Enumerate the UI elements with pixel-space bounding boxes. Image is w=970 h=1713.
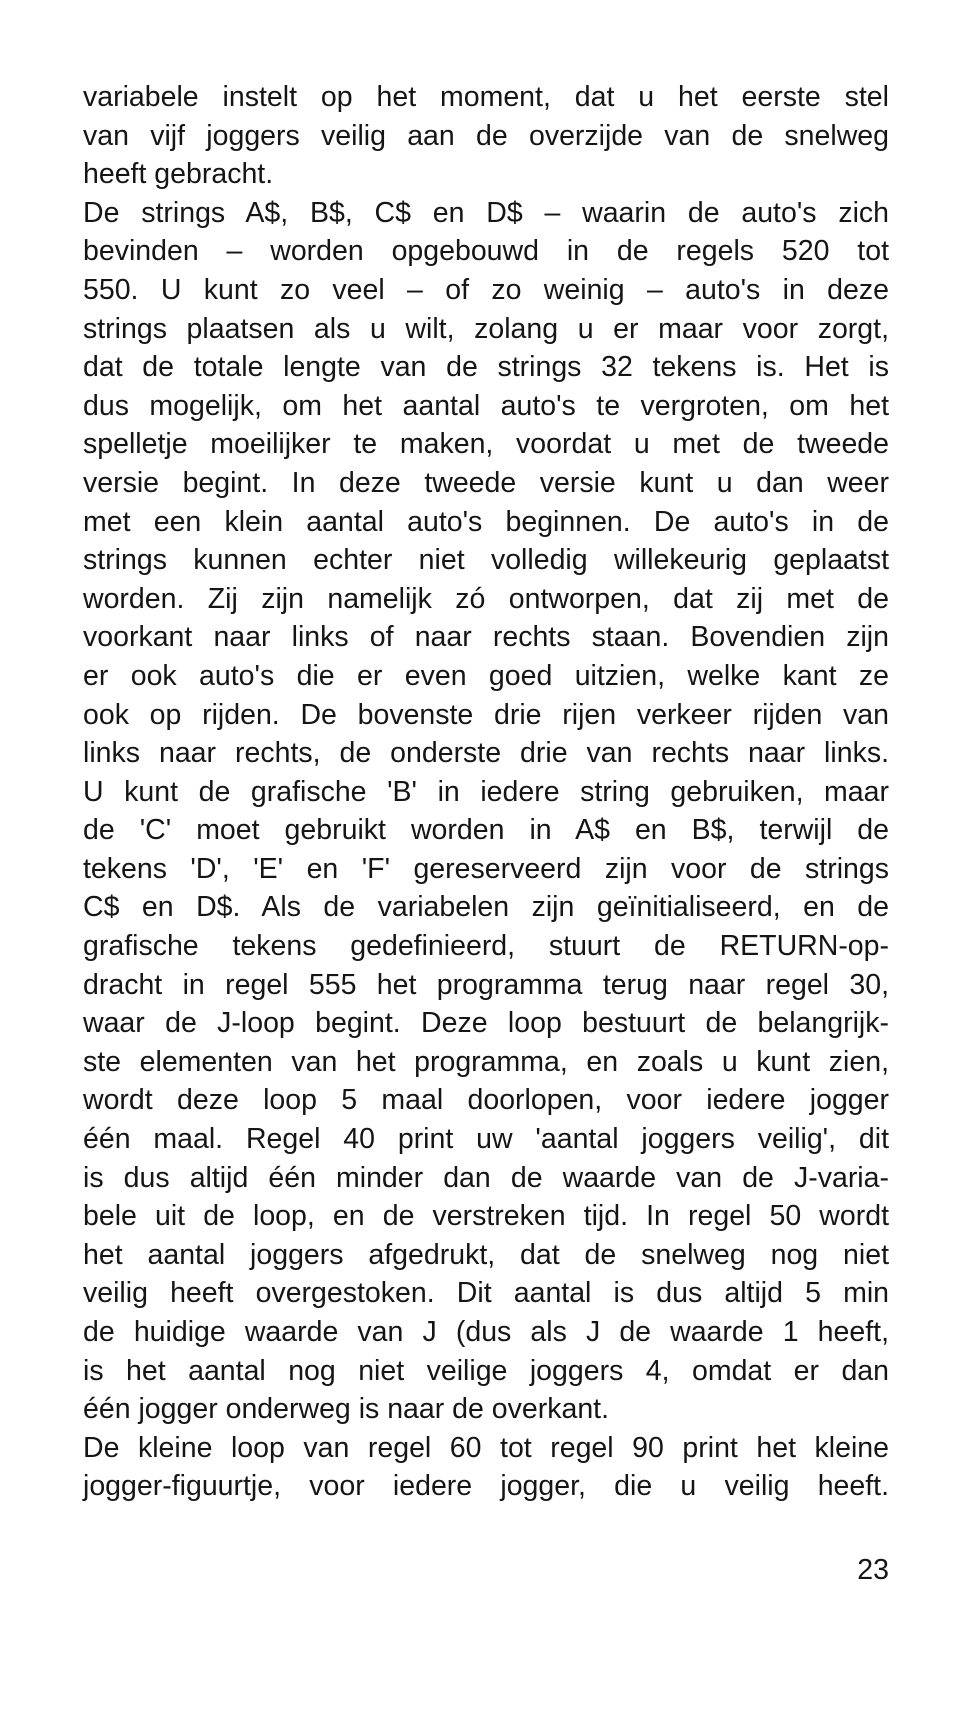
- text-line: versie begint. In deze tweede versie kunt u dan weer: [83, 466, 889, 499]
- text-line: 550. U kunt zo veel – of zo weinig – auto's in deze: [83, 273, 889, 306]
- text-line: veilig heeft overgestoken. Dit aantal is dus altijd 5 min: [83, 1277, 889, 1310]
- text-line: tekens 'D', 'E' en 'F' gereserveerd zijn voor de strings: [83, 852, 889, 885]
- text-line: dat de totale lengte van de strings 32 tekens is. Het is: [83, 351, 889, 384]
- text-line: is dus altijd één minder dan de waarde van de J-varia-: [83, 1161, 889, 1194]
- text-line: C$ en D$. Als de variabelen zijn geïnitialiseerd, en de: [83, 891, 889, 924]
- text-line: strings plaatsen als u wilt, zolang u er maar voor zorgt,: [83, 312, 889, 345]
- text-line: wordt deze loop 5 maal doorlopen, voor iedere jogger: [83, 1084, 889, 1117]
- text-line: spelletje moeilijker te maken, voordat u met de tweede: [83, 428, 889, 461]
- text-line: ook op rijden. De bovenste drie rijen verkeer rijden van: [83, 698, 889, 731]
- text-line: bevinden – worden opgebouwd in de regels 520 tot: [83, 235, 889, 268]
- text-line: er ook auto's die er even goed uitzien, welke kant ze: [83, 659, 889, 692]
- text-line: grafische tekens gedefinieerd, stuurt de RETURN-op-: [83, 930, 889, 963]
- text-line: strings kunnen echter niet volledig willekeurig geplaatst: [83, 544, 889, 577]
- text-line: één maal. Regel 40 print uw 'aantal joggers veilig', dit: [83, 1123, 889, 1156]
- text-line: dus mogelijk, om het aantal auto's te vergroten, om het: [83, 389, 889, 422]
- text-line: de 'C' moet gebruikt worden in A$ en B$, terwijl de: [83, 814, 889, 847]
- text-line: variabele instelt op het moment, dat u het eerste stel: [83, 81, 889, 113]
- text-line: worden. Zij zijn namelijk zó ontworpen, dat zij met de: [83, 582, 889, 615]
- text-line: ste elementen van het programma, en zoals u kunt zien,: [83, 1045, 889, 1078]
- text-line: het aantal joggers afgedrukt, dat de snelweg nog niet: [83, 1238, 889, 1271]
- text-line: heeft gebracht.: [83, 158, 274, 191]
- text-line: De kleine loop van regel 60 tot regel 90 print het kleine: [83, 1431, 889, 1464]
- page-number: 23: [857, 1554, 889, 1586]
- text-line: de huidige waarde van J (dus als J de waarde 1 heeft,: [83, 1316, 889, 1348]
- text-line: jogger-figuurtje, voor iedere jogger, die u veilig heeft.: [83, 1470, 889, 1503]
- body-text: [83, 78, 889, 1506]
- text-line: waar de J-loop begint. Deze loop bestuurt de belangrijk-: [83, 1007, 889, 1040]
- text-line: één jogger onderweg is naar de overkant.: [83, 1393, 610, 1426]
- text-line: U kunt de grafische 'B' in iedere string gebruiken, maar: [83, 775, 889, 808]
- text-line: met een klein aantal auto's beginnen. De auto's in de: [83, 505, 889, 538]
- text-line: bele uit de loop, en de verstreken tijd. In regel 50 wordt: [83, 1200, 889, 1233]
- text-line: is het aantal nog niet veilige joggers 4, omdat er dan: [83, 1354, 889, 1387]
- text-line: dracht in regel 555 het programma terug naar regel 30,: [83, 968, 889, 1001]
- text-line: van vijf joggers veilig aan de overzijde van de snelweg: [83, 119, 889, 152]
- text-line: voorkant naar links of naar rechts staan. Bovendien zijn: [83, 621, 889, 654]
- text-line: De strings A$, B$, C$ en D$ – waarin de auto's zich: [83, 196, 889, 229]
- text-line: links naar rechts, de onderste drie van rechts naar links.: [83, 737, 889, 770]
